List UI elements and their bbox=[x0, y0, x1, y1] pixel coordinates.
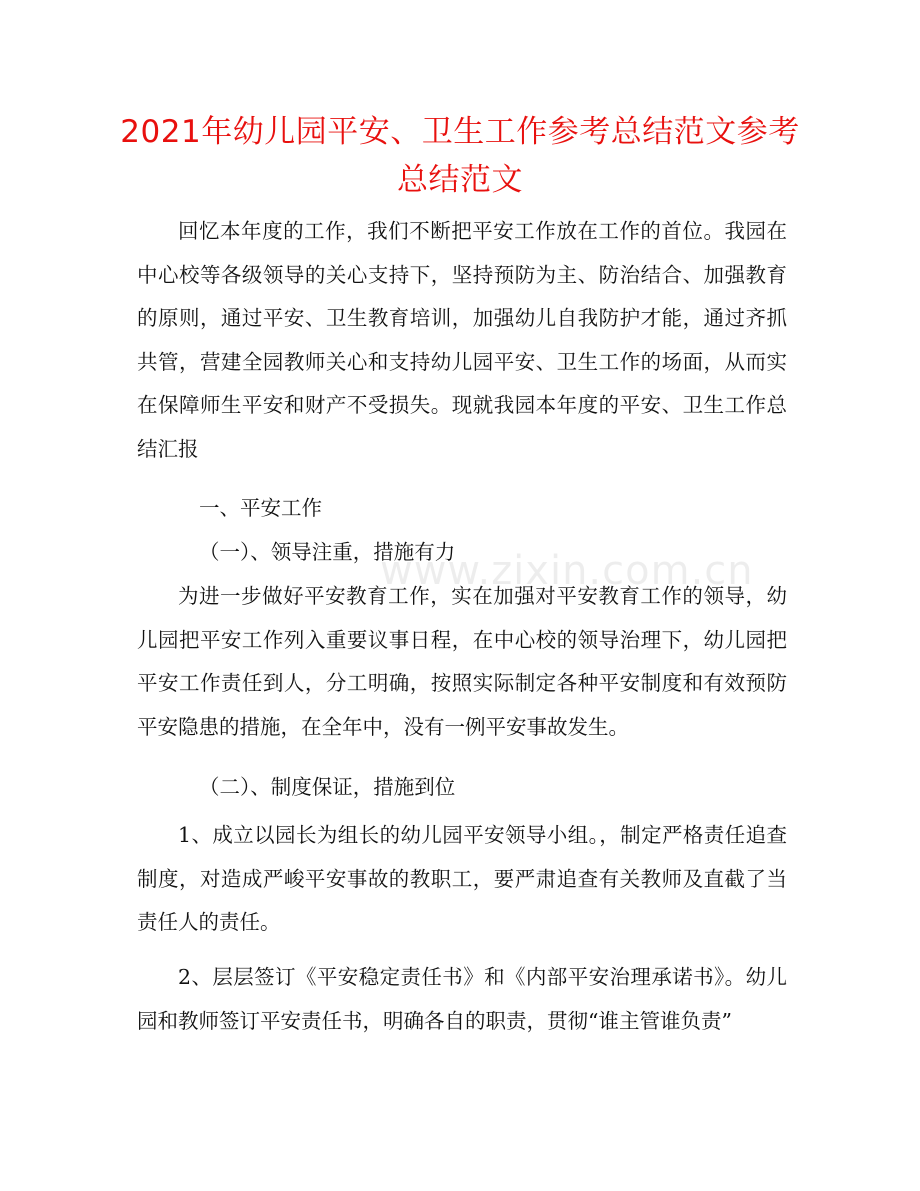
section-heading-safety-work: 一、平安工作 bbox=[199, 496, 322, 520]
list-item-1: 1、成立以园长为组长的幼儿园平安领导小组。，制定严格责任追查制度，对造成严峻平安事故的教职工，要严肃追查有关教师及直截了当责任人的责任。 bbox=[137, 823, 787, 934]
list-item-2: 2、层层签订《平安稳定责任书》和《内部平安治理承诺书》。幼儿园和教师签订平安责任书，明确各自的职责，贯彻“谁主管谁负责” bbox=[137, 965, 787, 1033]
subsection-heading-leadership: （一）、领导注重，措施有力 bbox=[199, 540, 456, 564]
document-title: 2021年幼儿园平安、卫生工作参考总结范文参考总结范文 bbox=[120, 114, 800, 198]
subsection-leadership-body: 为进一步做好平安教育工作，实在加强对平安教育工作的领导，幼儿园把平安工作列入重要议事日程，在中心校的领导治理下，幼儿园把平安工作责任到人，分工明确，按照实际制定各种平安制度和有效预防平安隐患的措施，在全年中，没有一例平安事故发生。 bbox=[137, 584, 787, 739]
subsection-heading-system: （二）、制度保证，措施到位 bbox=[199, 775, 456, 799]
intro-paragraph: 回忆本年度的工作，我们不断把平安工作放在工作的首位。我园在中心校等各级领导的关心支持下，坚持预防为主、防治结合、加强教育的原则，通过平安、卫生教育培训，加强幼儿自我防护才能，通过齐抓共管，营建全园教师关心和支持幼儿园平安、卫生工作的场面，从而实在保障师生平安和财产不受损失。现就我园本年度的平安、卫生工作总结汇报 bbox=[137, 219, 787, 461]
watermark: www.zixin.com.cn bbox=[380, 548, 754, 594]
